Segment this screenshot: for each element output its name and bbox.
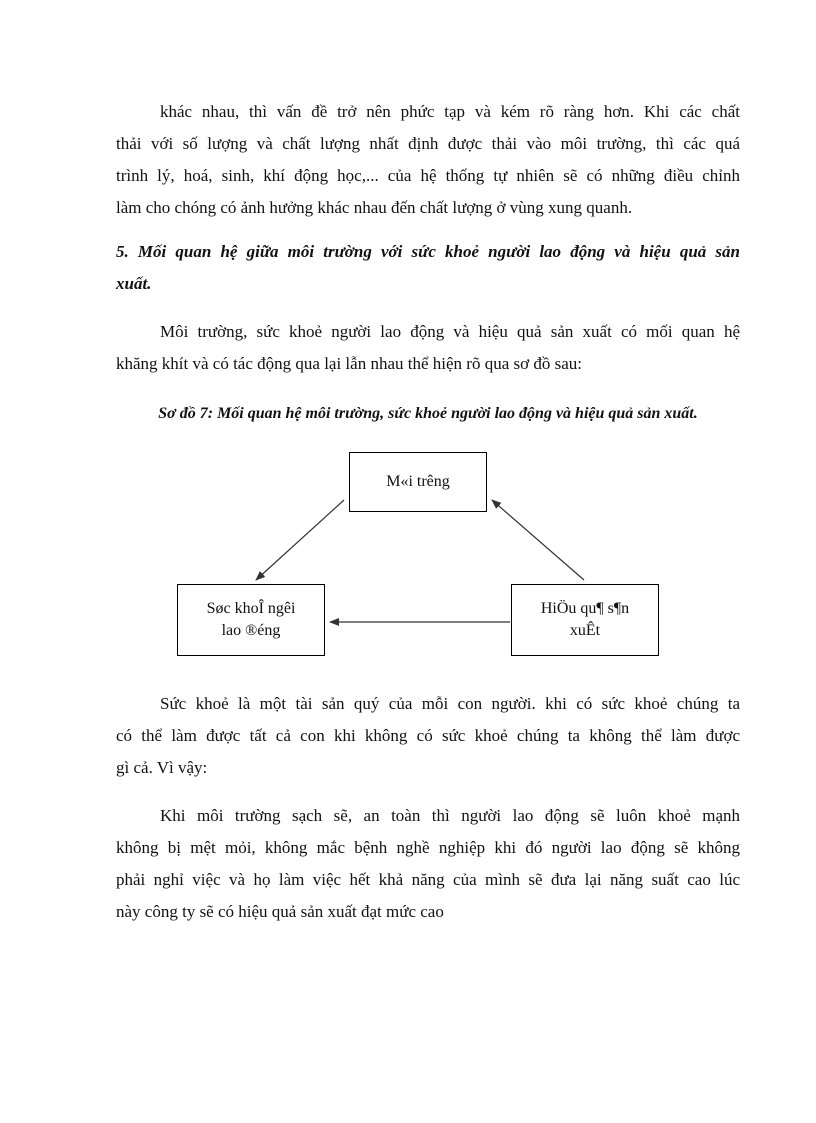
box-health-label-line2: lao ®éng <box>221 622 281 639</box>
diagram-caption: Sơ đồ 7: Mối quan hệ môi trường, sức khoẻ người lao động và hiệu quả sản xuất. <box>158 405 698 422</box>
paragraph-line: có thể làm được tất cả con khi không có sức khoẻ chúng ta không thể làm được <box>116 726 740 745</box>
heading-line: 5. Mối quan hệ giữa môi trường với sức khoẻ người lao động và hiệu quả sản <box>116 242 740 261</box>
arrow-performance-to-environment <box>492 500 584 580</box>
paragraph-line: khăng khít và có tác động qua lại lẫn nhau thể hiện rõ qua sơ đồ sau: <box>116 354 582 373</box>
paragraph-conclusion <box>116 800 740 928</box>
paragraph-line: Sức khoẻ là một tài sản quý của mỗi con người. khi có sức khoẻ chúng ta <box>160 694 740 713</box>
section-heading <box>116 236 740 300</box>
arrow-environment-to-health <box>256 500 344 580</box>
paragraph-line: làm cho chóng có ảnh hưởng khác nhau đến chất lượng ở vùng xung quanh. <box>116 198 633 217</box>
paragraph-intro <box>116 316 740 380</box>
diagram-box-health <box>177 584 325 656</box>
diagram-box-performance <box>511 584 659 656</box>
box-performance-label-line2: xuÊt <box>569 622 601 639</box>
diagram-box-environment <box>349 452 487 512</box>
heading-line: xuất. <box>116 274 152 293</box>
box-health-label-line1: Søc khoÎ ngêi <box>206 600 296 617</box>
paragraph-health <box>116 688 740 784</box>
box-environment-label: M«i trêng <box>386 473 450 490</box>
paragraph-line: phải nghỉ việc và họ làm việc hết khả năng của mình sẽ đưa lại năng suất cao lúc <box>116 870 740 889</box>
box-performance-label-line1: HiÖu qu¶ s¶n <box>540 600 630 617</box>
paragraph-line: này công ty sẽ có hiệu quả sản xuất đạt mức cao <box>116 902 444 921</box>
paragraph-line: Khi môi trường sạch sẽ, an toàn thì người lao động sẽ luôn khoẻ mạnh <box>160 806 740 825</box>
paragraph-line: không bị mệt mỏi, không mắc bệnh nghề nghiệp khi đó người lao động sẽ không <box>116 838 740 857</box>
paragraph-line: gì cả. Vì vậy: <box>116 758 208 777</box>
paragraph-line: khác nhau, thì vấn đề trở nên phức tạp và kém rõ ràng hơn. Khi các chất <box>160 102 740 121</box>
paragraph-line: trình lý, hoá, sinh, khí động học,... của hệ thống tự nhiên sẽ có những điều chỉnh <box>116 166 740 185</box>
paragraph-line: thải với số lượng và chất lượng nhất định được thải vào môi trường, thì các quá <box>116 134 740 153</box>
paragraph-top <box>116 96 740 224</box>
paragraph-line: Môi trường, sức khoẻ người lao động và hiệu quả sản xuất có mối quan hệ <box>160 322 740 341</box>
